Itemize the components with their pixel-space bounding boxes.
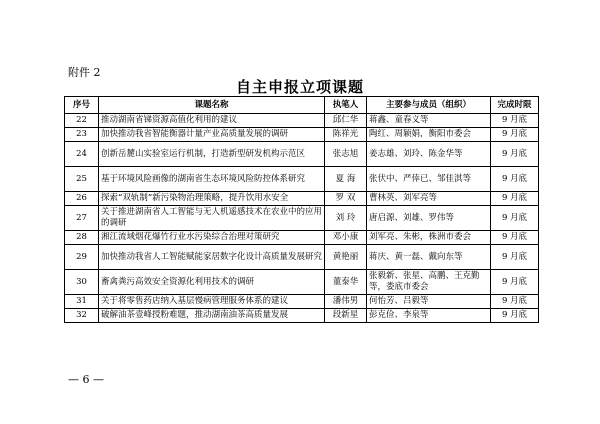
row-author: 董泰华 bbox=[325, 270, 367, 295]
row-author: 刘 玲 bbox=[325, 206, 367, 231]
table-row bbox=[65, 245, 539, 270]
row-number: 25 bbox=[65, 167, 99, 192]
row-author: 陈祥光 bbox=[325, 128, 367, 142]
row-members: 张伏中、严倖已、邹佳淇等 bbox=[367, 167, 491, 192]
row-number: 32 bbox=[65, 309, 99, 323]
row-title: 加快推动我省人工智能赋能家居数字化设计高质量发展研究 bbox=[99, 245, 325, 270]
row-title: 基于环境风险画像的湖南省生态环境风险防控体系研究 bbox=[99, 167, 325, 192]
row-number: 26 bbox=[65, 192, 99, 206]
row-members: 唐启源、刘雄、罗伟等 bbox=[367, 206, 491, 231]
table-row bbox=[65, 309, 539, 323]
row-author: 段新星 bbox=[325, 309, 367, 323]
table-row bbox=[65, 142, 539, 167]
row-title: 湘江流域烟花爆竹行业水污染综合治理对策研究 bbox=[99, 231, 325, 245]
row-author: 邱仁华 bbox=[325, 114, 367, 128]
row-deadline: 9 月底 bbox=[491, 192, 539, 206]
row-deadline: 9 月底 bbox=[491, 167, 539, 192]
row-number: 28 bbox=[65, 231, 99, 245]
row-author: 潘伟男 bbox=[325, 295, 367, 309]
row-members: 曹林英、刘军亮等 bbox=[367, 192, 491, 206]
row-members: 何怡芳、吕毅等 bbox=[367, 295, 491, 309]
row-members: 蒋庆、黄一磊、戴向东等 bbox=[367, 245, 491, 270]
row-title: 创新岳麓山实验室运行机制，打造新型研发机构示范区 bbox=[99, 142, 325, 167]
row-deadline: 9 月底 bbox=[491, 245, 539, 270]
row-number: 31 bbox=[65, 295, 99, 309]
header-title: 课题名称 bbox=[99, 97, 325, 114]
row-members: 彭克俭、李泉等 bbox=[367, 309, 491, 323]
table-row bbox=[65, 192, 539, 206]
header-members: 主要参与成员（组织） bbox=[367, 97, 491, 114]
row-members: 姜志雄、刘玲、陈金华等 bbox=[367, 142, 491, 167]
page-number: — 6 — bbox=[68, 373, 104, 386]
row-deadline: 9 月底 bbox=[491, 142, 539, 167]
row-title: 探索“双轨制”新污染物治理策略，提升饮用水安全 bbox=[99, 192, 325, 206]
table-header-row bbox=[65, 97, 539, 114]
header-author: 执笔人 bbox=[325, 97, 367, 114]
row-deadline: 9 月底 bbox=[491, 295, 539, 309]
row-deadline: 9 月底 bbox=[491, 206, 539, 231]
row-title: 关于推进湖南省人工智能与无人机遥感技术在农业中的应用的调研 bbox=[99, 206, 325, 231]
row-author: 夏 海 bbox=[325, 167, 367, 192]
row-deadline: 9 月底 bbox=[491, 114, 539, 128]
projects-table bbox=[64, 96, 539, 323]
row-members: 陶红、周颖娟，衡阳市委会 bbox=[367, 128, 491, 142]
row-author: 罗 双 bbox=[325, 192, 367, 206]
row-author: 黄艳丽 bbox=[325, 245, 367, 270]
row-author: 邓小康 bbox=[325, 231, 367, 245]
header-time: 完成时限 bbox=[491, 97, 539, 114]
attachment-label: 附件 2 bbox=[68, 66, 101, 79]
row-author: 张志旭 bbox=[325, 142, 367, 167]
row-number: 23 bbox=[65, 128, 99, 142]
table-row bbox=[65, 206, 539, 231]
table-row bbox=[65, 167, 539, 192]
table-row bbox=[65, 270, 539, 295]
row-members: 刘军亮、朱彬，株洲市委会 bbox=[367, 231, 491, 245]
row-title: 破解油茶壹峰授粉难题，推动湖南油茶高质量发展 bbox=[99, 309, 325, 323]
table-row bbox=[65, 295, 539, 309]
row-number: 22 bbox=[65, 114, 99, 128]
row-members: 蒋鑫、童春义等 bbox=[367, 114, 491, 128]
row-number: 27 bbox=[65, 206, 99, 231]
row-title: 加快推动我省智能衡器计量产业高质量发展的调研 bbox=[99, 128, 325, 142]
row-deadline: 9 月底 bbox=[491, 128, 539, 142]
table-row bbox=[65, 231, 539, 245]
row-title: 关于将零售药店纳入基层慢病管理服务体系的建议 bbox=[99, 295, 325, 309]
row-number: 29 bbox=[65, 245, 99, 270]
row-title: 畜禽粪污高效安全资源化利用技术的调研 bbox=[99, 270, 325, 295]
row-members: 张毅新、张星、高鹏、王克勤等，娄底市委会 bbox=[367, 270, 491, 295]
table-row bbox=[65, 114, 539, 128]
row-deadline: 9 月底 bbox=[491, 231, 539, 245]
row-deadline: 9 月底 bbox=[491, 270, 539, 295]
header-num: 序号 bbox=[65, 97, 99, 114]
document-title: 自主申报立项课题 bbox=[235, 78, 364, 96]
row-number: 30 bbox=[65, 270, 99, 295]
table-row bbox=[65, 128, 539, 142]
row-deadline: 9 月底 bbox=[491, 309, 539, 323]
row-title: 推动湖南省锑资源高值化利用的建议 bbox=[99, 114, 325, 128]
row-number: 24 bbox=[65, 142, 99, 167]
